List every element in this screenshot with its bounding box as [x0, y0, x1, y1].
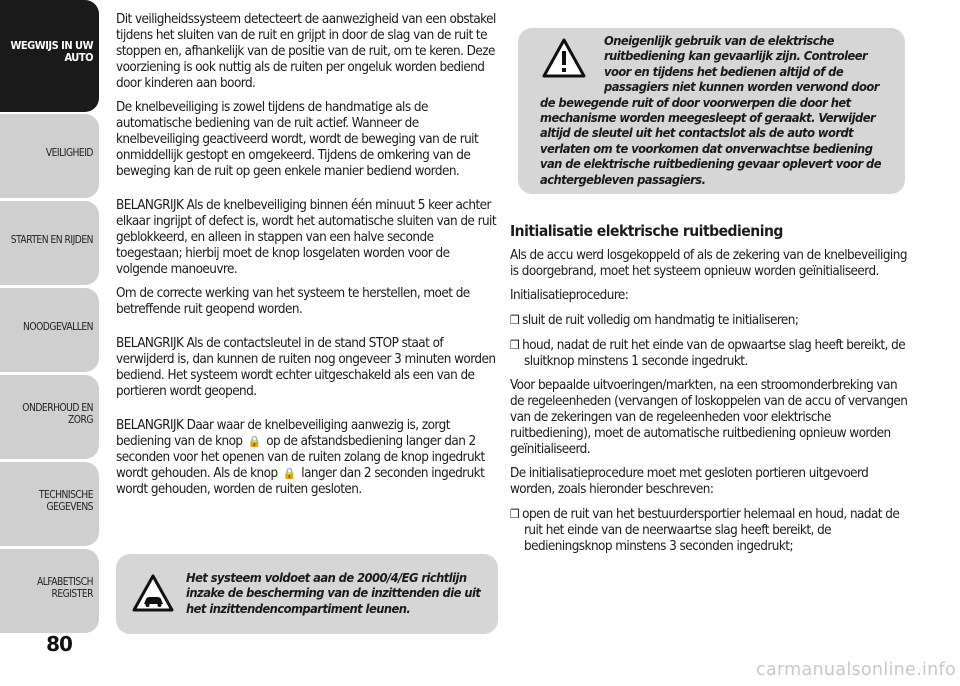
watermark: carmanualsonline.info	[756, 660, 956, 680]
checkbox-bullet-icon: ❒	[510, 313, 520, 327]
paragraph: BELANGRIJK Als de knelbeveiliging binnen één minuut 5 keer achter elkaar ingrijpt of defect is, wordt het automatische sluiten van de ruit geblokkeerd, en alleen in stappen van een halve seconde toegestaan; hierbij moet de knop losgelaten worden voor de volgende manoeuvre.	[116, 198, 497, 277]
lock-icon: 🔒	[247, 435, 261, 448]
warning-box	[518, 28, 905, 194]
tab-starten-en-rijden[interactable]	[0, 201, 99, 285]
tab-label: VEILIGHEID	[45, 148, 93, 159]
tab-label: TECHNISCHE GEGEVENS	[38, 490, 93, 513]
tab-label: NOODGEVALLEN	[23, 322, 93, 333]
warning-text-block	[540, 34, 892, 188]
list-item-text: sluit de ruit volledig om handmatig te initialiseren;	[522, 313, 799, 328]
paragraph: De initialisatieprocedure moet met gesloten portieren uitgevoerd worden, zoals hieronder beschreven:	[510, 466, 869, 497]
list-item-text: open de ruit van het bestuurdersportier helemaal en houd, nadat de ruit het einde van de neerwaartse slag heeft bereikt, de bedieningsknop minstens 3 seconden ingedrukt;	[522, 507, 900, 554]
chapter-sidebar	[0, 0, 101, 640]
page-number: 80	[46, 632, 72, 656]
left-column	[116, 12, 500, 506]
text-run: op de afstandsbediening langer dan 2 seconden voor het openen van de ruiten zolang de knop ingedrukt wordt gehouden. Als de knop	[116, 434, 485, 481]
tab-label: STARTEN EN RIJDEN	[10, 235, 93, 246]
paragraph: De knelbeveiliging is zowel tijdens de handmatige als de automatische bediening van de ruit actief. Wanneer de knelbeveiliging geactiveerd wordt, wordt de beweging van de ruit onmiddellijk gestopt en omgekeerd. Tijdens de omkering van de beweging kan de ruit op geen enkele manier bediend worden.	[116, 100, 479, 179]
paragraph: Voor bepaalde uitvoeringen/markten, na een stroomonderbreking van de regeleenheden (vervangen of loskoppelen van de accu of vervangen van de zekeringen van de regeleenheden voor elektrische ruitbediening), moet de automatische ruitbediening opnieuw worden geïnitialiseerd.	[510, 378, 908, 457]
paragraph: Als de accu werd losgekoppeld of als de zekering van de knelbeveiliging is doorgebrand, moet het systeem opnieuw worden geïnitialiseerd.	[510, 248, 907, 279]
tab-noodgevallen[interactable]	[0, 288, 99, 372]
tab-technische-gegevens[interactable]	[0, 462, 99, 546]
tab-label: ONDERHOUD EN ZORG	[22, 403, 93, 426]
right-column	[510, 222, 910, 563]
warning-text: Oneigenlijk gebruik van de elektrische ruitbediening kan gevaarlijk zijn. Controleer voor en tijdens het bedienen altijd of de passagiers niet kunnen worden verwond door de bewegende ruit of door voorwerpen die door het mechanisme worden meegesleept of geraakt. Verwijder altijd de sleutel uit het contactslot als de auto wordt verlaten om te voorkomen dat onverwachtse bediening van de elektrische ruitbediening gevaar oplevert voor de achtergebleven passagiers.	[540, 34, 881, 188]
paragraph	[116, 418, 500, 498]
tab-label: WEGWIJS IN UW AUTO	[10, 39, 93, 64]
list-item-text: houd, nadat de ruit het einde van de opwaartse slag heeft bereikt, de sluitknop minstens 1 seconde ingedrukt.	[522, 338, 906, 369]
tab-onderhoud-en-zorg[interactable]	[0, 375, 99, 459]
tab-wegwijs-in-uw-auto[interactable]	[0, 0, 99, 112]
icon-spacer	[540, 34, 604, 92]
warning-car-icon	[132, 574, 174, 612]
paragraph: Initialisatieprocedure:	[510, 288, 629, 303]
list-item	[510, 337, 910, 370]
tab-veiligheid[interactable]	[0, 114, 99, 198]
paragraph: Om de correcte werking van het systeem te herstellen, moet de betreffende ruit geopend worden.	[116, 286, 470, 317]
paragraph: Dit veiligheidssysteem detecteert de aanwezigheid van een obstakel tijdens het sluiten van de ruit en grijpt in door de slag van de ruit te stoppen en, afhankelijk van de positie van de ruit, om te keren. Deze voorziening is ook nuttig als de ruiten per ongeluk worden bediend door kinderen aan boord.	[116, 12, 496, 91]
warning-text: Het systeem voldoet aan de 2000/4/EG richtlijn inzake de bescherming van de inzittenden die uit het inzittendencompartiment leunen.	[186, 571, 481, 617]
checkbox-bullet-icon: ❒	[510, 507, 520, 521]
warning-box	[116, 554, 498, 634]
list-item	[510, 312, 910, 329]
paragraph: BELANGRIJK Als de contactsleutel in de stand STOP staat of verwijderd is, dan kunnen de ruiten nog ongeveer 3 minuten worden bediend. Het systeem wordt echter uitgeschakeld als een van de portieren wordt geopend.	[116, 336, 496, 399]
text-run: langer dan 2 seconden ingedrukt wordt gehouden, worden de ruiten gesloten.	[116, 466, 485, 497]
checkbox-bullet-icon: ❒	[510, 338, 520, 352]
text-run: BELANGRIJK Daar waar de knelbeveiliging aanwezig is, zorgt bediening van de knop	[116, 418, 450, 449]
section-heading: Initialisatie elektrische ruitbediening	[510, 222, 783, 240]
tab-label: ALFABETISCH REGISTER	[37, 577, 93, 600]
tab-alfabetisch-register[interactable]	[0, 549, 99, 633]
list-item	[510, 506, 910, 555]
lock-icon: 🔒	[282, 467, 296, 480]
